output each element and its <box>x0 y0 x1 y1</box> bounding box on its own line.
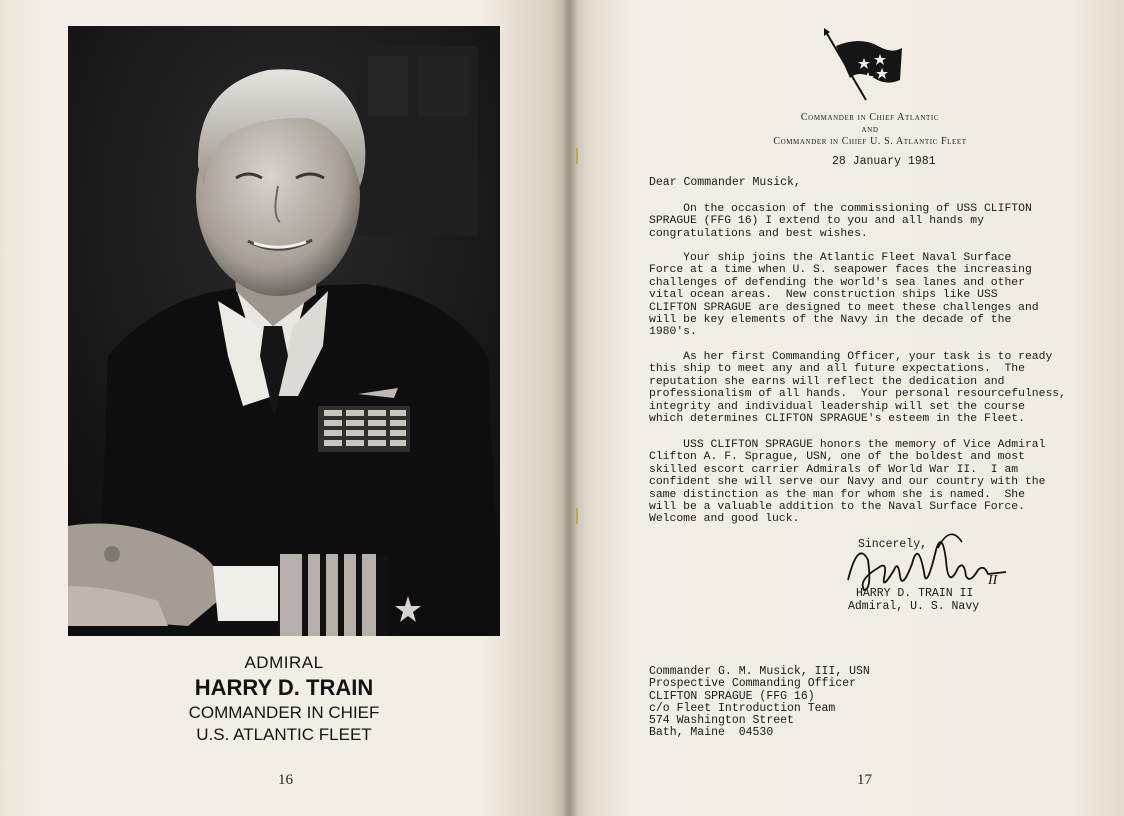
signer-rank: Admiral, U. S. Navy <box>848 600 980 613</box>
admiral-portrait-photo <box>68 26 500 636</box>
address-line: CLIFTON SPRAGUE (FFG 16) <box>649 689 815 703</box>
letterhead <box>700 112 1040 148</box>
caption-title-line1: COMMANDER IN CHIEF <box>188 703 380 722</box>
letterhead-line1: Commander in Chief Atlantic <box>800 112 940 123</box>
address-line: Commander G. M. Musick, III, USN <box>649 665 870 678</box>
letter-closing: Sincerely, <box>858 538 928 551</box>
flag-icon <box>820 28 910 109</box>
caption-title-line2: U.S. ATLANTIC FLEET <box>196 725 372 744</box>
address-line: c/o Fleet Introduction Team <box>649 701 836 715</box>
signer-block <box>848 587 979 613</box>
letterhead-line3: Commander in Chief U. S. Atlantic Fleet <box>773 136 967 147</box>
address-line: Prospective Commanding Officer <box>649 677 857 691</box>
svg-text:II: II <box>988 573 998 588</box>
letter-paragraph: As her first Commanding Officer, your task is to ready this ship to meet any and all future expectations. The reputation she earns will reflect the dedication and professionalism of all hands. Your personal resourcefulness, integrity and individual leadership will set the course which determines CLIFTON SPRAGUE's esteem in the Fleet. <box>649 351 1066 426</box>
letter-date: 28 January 1981 <box>832 155 936 168</box>
caption-name: HARRY D. TRAIN <box>194 675 374 700</box>
staple <box>576 508 578 524</box>
signer-name: HARRY D. TRAIN II <box>856 587 974 600</box>
letterhead-line2: and <box>861 124 879 135</box>
letter-paragraph: USS CLIFTON SPRAGUE honors the memory of Vice Admiral Clifton A. F. Sprague, USN, one of the boldest and most skilled escort carrier Admirals of World War II. I am confident she will serve our Navy and our country with the same distinction as the man for whom she is named. She will be a valuable addition to the Naval Surface Force. Welcome and good luck. <box>649 439 1046 526</box>
page-number-right: 17 <box>857 772 872 788</box>
page-number-left: 16 <box>278 772 293 788</box>
staple <box>576 148 578 164</box>
caption-rank: ADMIRAL <box>244 653 324 672</box>
address-line: Bath, Maine 04530 <box>649 726 774 740</box>
letter-salutation: Dear Commander Musick, <box>649 176 801 189</box>
address-line: 574 Washington Street <box>649 714 794 728</box>
address-block <box>649 666 870 740</box>
book-gutter <box>562 0 578 816</box>
portrait-caption <box>68 652 500 746</box>
letter-paragraph: Your ship joins the Atlantic Fleet Naval Surface Force at a time when U. S. seapower faces the increasing challenges of defending the world's sea lanes and other vital ocean areas. New construction ships like USS CLIFTON SPRAGUE are designed to meet these challenges and will be key elements of the Navy in the decade of the 1980's. <box>649 252 1039 339</box>
letter-paragraph: On the occasion of the commissioning of USS CLIFTON SPRAGUE (FFG 16) I extend to you and all hands my congratulations and best wishes. <box>649 203 1032 240</box>
